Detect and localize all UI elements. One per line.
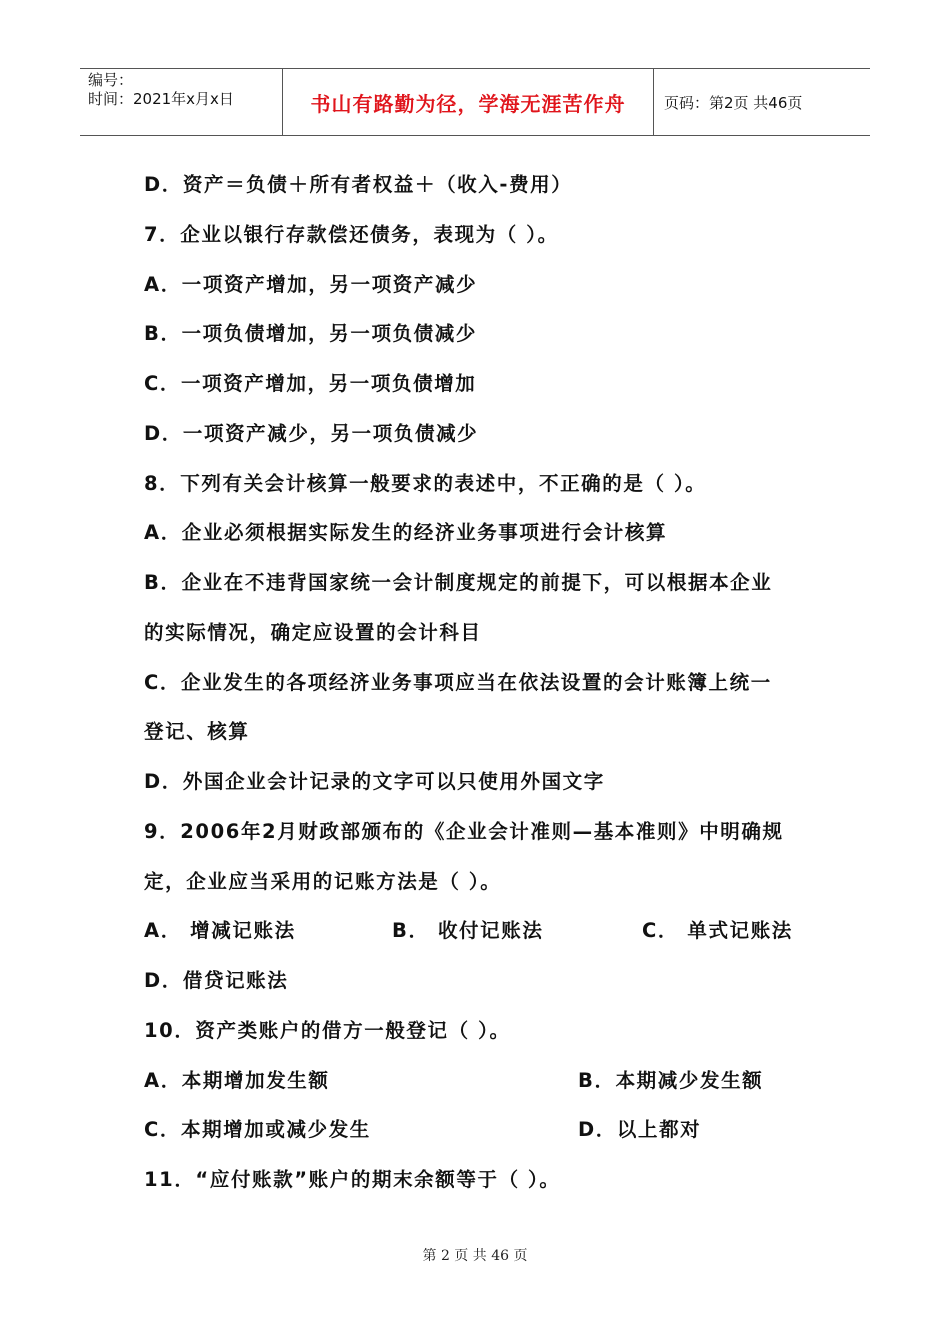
question-option: A． 增减记账法 bbox=[144, 919, 296, 943]
header-motto: 书山有路勤为径，学海无涯苦作舟 bbox=[282, 69, 654, 135]
question-option-continued: 登记、核算 bbox=[144, 720, 250, 744]
question-option: C． 单式记账法 bbox=[642, 919, 793, 943]
question-stem: 10．资产类账户的借方一般登记（ ）。 bbox=[144, 1018, 511, 1042]
page-footer: 第 2 页 共 46 页 bbox=[422, 1248, 528, 1264]
question-option: B．本期减少发生额 bbox=[578, 1068, 764, 1092]
option-row bbox=[144, 1056, 824, 1106]
question-stem: 11．“应付账款”账户的期末余额等于（ ）。 bbox=[144, 1168, 561, 1191]
question-option: C．企业发生的各项经济业务事项应当在依法设置的会计账簿上统一 bbox=[144, 670, 772, 694]
question-option: D．一项资产减少，另一项负债减少 bbox=[144, 421, 479, 445]
number-label: 编号： bbox=[88, 71, 134, 89]
question-option: A．企业必须根据实际发生的经济业务事项进行会计核算 bbox=[144, 521, 668, 545]
question-option: D．以上都对 bbox=[578, 1118, 702, 1142]
question-option: B． 收付记账法 bbox=[392, 919, 544, 943]
question-option: D．外国企业会计记录的文字可以只使用外国文字 bbox=[144, 770, 605, 793]
question-option: C．一项资产增加，另一项负债增加 bbox=[144, 372, 477, 395]
question-option: D．资产＝负债＋所有者权益＋（收入-费用） bbox=[144, 173, 573, 196]
question-stem: 7．企业以银行存款偿还债务，表现为（ ）。 bbox=[144, 222, 559, 246]
time-label: 时间：2021年x月x日 bbox=[88, 90, 234, 108]
question-option: A．本期增加发生额 bbox=[144, 1068, 330, 1092]
question-stem-continued: 定，企业应当采用的记账方法是（ ）。 bbox=[144, 869, 502, 893]
question-option-continued: 的实际情况，确定应设置的会计科目 bbox=[144, 620, 482, 644]
page-header bbox=[80, 68, 870, 136]
question-option: D．借贷记账法 bbox=[144, 969, 289, 992]
header-page-info: 页码：第2页 共46页 bbox=[664, 93, 803, 112]
question-option: C．本期增加或减少发生 bbox=[144, 1118, 371, 1142]
option-row bbox=[144, 906, 824, 956]
question-stem: 8．下列有关会计核算一般要求的表述中，不正确的是（ ）。 bbox=[144, 471, 707, 495]
question-stem: 9．2006年2月财政部颁布的《企业会计准则—基本准则》中明确规 bbox=[144, 819, 784, 843]
question-option: A．一项资产增加，另一项资产减少 bbox=[144, 272, 478, 296]
option-row bbox=[144, 1105, 824, 1155]
header-meta bbox=[80, 69, 282, 135]
question-option: B．一项负债增加，另一项负债减少 bbox=[144, 322, 477, 346]
question-option: B．企业在不违背国家统一会计制度规定的前提下，可以根据本企业 bbox=[144, 571, 773, 594]
document-body bbox=[144, 160, 824, 1205]
